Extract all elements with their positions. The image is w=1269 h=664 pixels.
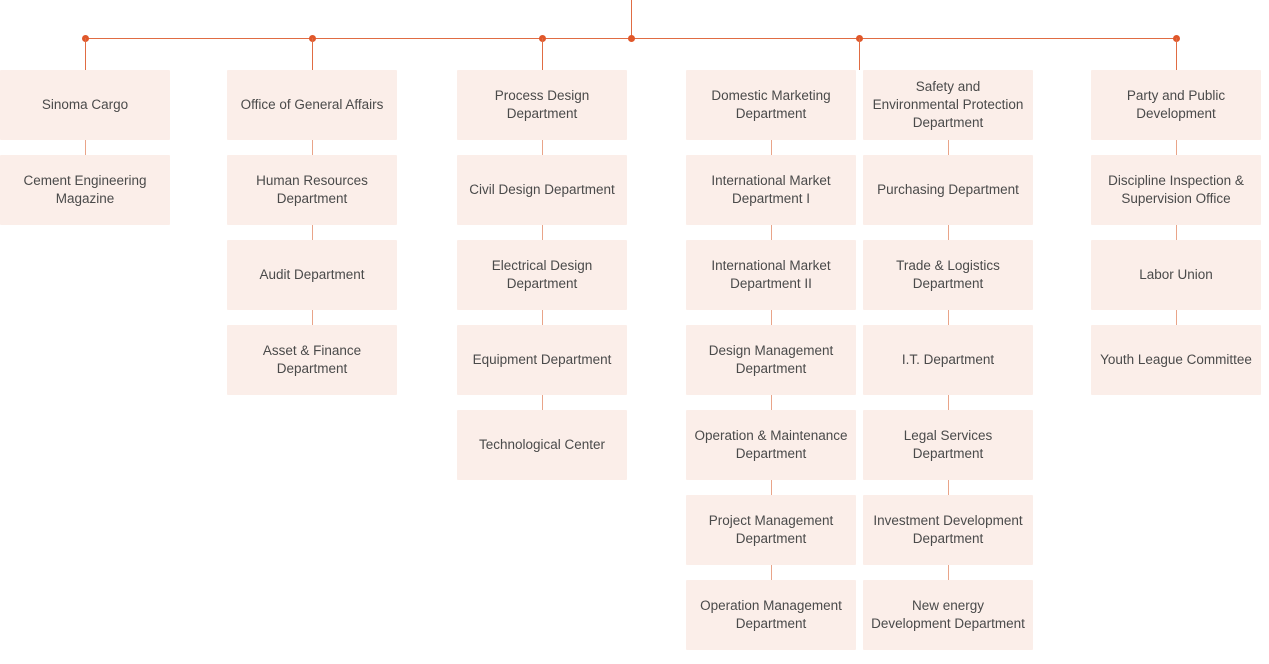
org-node-label: Party and Public Development: [1126, 88, 1226, 121]
org-node-label: Project Management Department: [708, 513, 834, 546]
org-node-label: Legal Services Department: [903, 428, 993, 461]
org-node[interactable]: [863, 70, 1033, 140]
org-node[interactable]: [1091, 155, 1261, 225]
node-link: [948, 565, 949, 580]
node-link: [1176, 140, 1177, 155]
junction-dot-root: [628, 35, 635, 42]
org-node-label: Operation Management Department: [700, 598, 842, 631]
org-node[interactable]: [686, 410, 856, 480]
root-stem: [631, 0, 632, 38]
org-node[interactable]: [863, 495, 1033, 565]
org-node-label: Youth League Committee: [1100, 352, 1252, 367]
org-node-label: Safety and Environmental Protection Department: [872, 79, 1024, 130]
node-link: [542, 225, 543, 240]
org-node-label: Office of General Affairs: [240, 97, 384, 112]
org-node[interactable]: [0, 70, 170, 140]
org-node-label: Purchasing Department: [877, 182, 1019, 197]
node-link: [312, 140, 313, 155]
org-node-label: Trade & Logistics Department: [896, 258, 1000, 291]
org-node-label: Audit Department: [259, 267, 365, 282]
node-link: [1176, 225, 1177, 240]
drop-line-col2: [312, 38, 313, 70]
org-node-label: Operation & Maintenance Department: [694, 428, 848, 461]
org-node-label: Discipline Inspection & Supervision Office: [1108, 173, 1244, 206]
org-node-label: New energy Development Department: [871, 598, 1025, 631]
org-node-label: International Market Department I: [711, 173, 831, 206]
org-node[interactable]: [863, 325, 1033, 395]
drop-line-col4: [859, 38, 860, 70]
org-node[interactable]: [457, 240, 627, 310]
node-link: [771, 480, 772, 495]
org-node[interactable]: [227, 240, 397, 310]
drop-line-col1: [85, 38, 86, 70]
org-node-label: Investment Development Department: [873, 513, 1023, 546]
node-link: [312, 225, 313, 240]
node-link: [948, 225, 949, 240]
org-node[interactable]: [227, 70, 397, 140]
org-node[interactable]: [457, 155, 627, 225]
node-link: [542, 140, 543, 155]
org-node[interactable]: [1091, 325, 1261, 395]
org-node-label: Human Resources Department: [256, 173, 368, 206]
org-node[interactable]: [686, 495, 856, 565]
node-link: [948, 310, 949, 325]
node-link: [85, 140, 86, 155]
org-node[interactable]: [686, 325, 856, 395]
org-node-label: Process Design Department: [494, 88, 590, 121]
org-node[interactable]: [863, 240, 1033, 310]
org-node[interactable]: [227, 325, 397, 395]
org-node-label: Domestic Marketing Department: [711, 88, 831, 121]
org-node-label: International Market Department II: [711, 258, 831, 291]
org-node[interactable]: [863, 580, 1033, 650]
org-node[interactable]: [686, 240, 856, 310]
node-link: [771, 225, 772, 240]
drop-line-col6: [1176, 38, 1177, 70]
org-node-label: Asset & Finance Department: [262, 343, 362, 376]
org-node[interactable]: [457, 325, 627, 395]
org-node[interactable]: [686, 70, 856, 140]
org-node[interactable]: [227, 155, 397, 225]
org-node-label: Sinoma Cargo: [41, 97, 129, 112]
org-node[interactable]: [457, 70, 627, 140]
org-node[interactable]: [1091, 240, 1261, 310]
org-node[interactable]: [1091, 70, 1261, 140]
org-node-label: Labor Union: [1139, 267, 1213, 282]
org-node[interactable]: [863, 410, 1033, 480]
org-node-label: Cement Engineering Magazine: [23, 173, 147, 206]
node-link: [771, 140, 772, 155]
org-node[interactable]: [863, 155, 1033, 225]
node-link: [771, 395, 772, 410]
org-node-label: Technological Center: [478, 437, 606, 452]
org-node[interactable]: [686, 580, 856, 650]
node-link: [542, 310, 543, 325]
node-link: [948, 140, 949, 155]
org-node[interactable]: [457, 410, 627, 480]
org-node-label: Equipment Department: [472, 352, 612, 367]
org-node[interactable]: [0, 155, 170, 225]
node-link: [948, 395, 949, 410]
node-link: [771, 310, 772, 325]
org-node-label: Civil Design Department: [469, 182, 615, 197]
drop-line-col3: [542, 38, 543, 70]
org-node-label: Electrical Design Department: [491, 258, 593, 291]
node-link: [312, 310, 313, 325]
org-node-label: I.T. Department: [901, 352, 995, 367]
node-link: [1176, 310, 1177, 325]
node-link: [771, 565, 772, 580]
node-link: [542, 395, 543, 410]
org-node-label: Design Management Department: [708, 343, 834, 376]
org-node[interactable]: [686, 155, 856, 225]
node-link: [948, 480, 949, 495]
